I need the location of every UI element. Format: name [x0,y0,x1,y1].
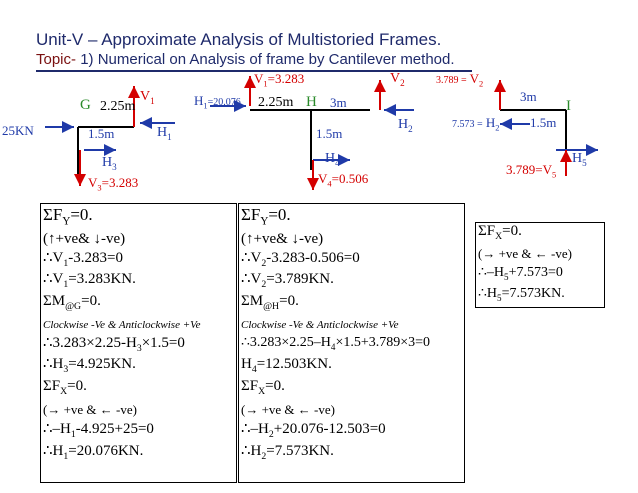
left-v3: V [88,175,98,190]
right-height-label: 1.5m [530,115,557,130]
left-v3-val: =3.283 [101,175,139,190]
left-h3-label [102,156,117,172]
left-sum-fx-val: =0. [67,378,87,394]
left-res2 [43,357,136,375]
mid-h1-label [194,94,241,110]
right-v5-sub: 5 [551,169,557,180]
mid-res3-sub: 2 [261,451,267,462]
left-sum-fx: $\Sigma F_X=0$. [43,378,87,397]
left-res3 [43,444,143,462]
mid-res1-b: =3.789KN. [266,271,334,287]
mid-res3-a: ∴H [241,443,262,459]
mid-h1: H [194,93,204,108]
mid-h2: H [398,117,409,132]
left-h1-label [157,126,172,142]
right-span-label: 3m [520,89,537,104]
right-v2-sub: 2 [479,78,484,89]
right-h5-label [572,152,587,168]
left-res2-a: ∴H [43,356,64,372]
left-eq1-b: -3.283=0 [68,250,123,266]
mid-height-label: 1.5m [316,126,343,141]
right-res1-b: =7.573KN. [501,286,565,301]
mid-sum-m-a: ΣM [241,293,264,309]
page-title: Unit-V – Approximate Analysis of Multistoried Frames. [36,30,442,49]
right-eq1-b: +7.573=0 [508,265,563,280]
left-moment-sign: Clockwise -Ve & Anticlockwise +Ve [43,319,201,331]
mid-res2-a: H [241,356,252,372]
right-eq1-a: ∴–H [478,265,505,280]
right-h5-sub: 5 [582,157,587,168]
mid-v2-sub: 2 [400,77,405,88]
mid-eq2 [241,336,430,352]
left-sum-m [43,294,101,312]
mid-moment-sign: Clockwise -Ve & Anticlockwise +Ve [241,319,399,331]
mid-sum-fy: $\Sigma F_Y=0$. [241,205,291,228]
left-eq2-sub: 3 [136,343,142,354]
left-sum-fy-val: =0. [70,205,93,224]
mid-eq1-sub: 2 [261,258,267,269]
left-v1-label [140,90,155,106]
right-h2-label [452,116,500,132]
left-eq2 [43,336,185,354]
mid-res3-b: =7.573KN. [266,443,334,459]
mid-sum-fx-val: =0. [265,378,285,394]
right-res1-sub: 5 [497,292,502,303]
right-v2-label [436,72,483,88]
mid-sum-m [241,294,299,312]
mid-eq3-a: ∴–H [241,421,269,437]
right-sum-fx: $\Sigma F_X=0$. [478,223,522,242]
left-res2-sub: 3 [63,364,69,375]
topic-label: Topic- [36,51,77,68]
left-eq2-b: ×1.5=0 [141,335,185,351]
mid-span-left: 2.25m [258,95,294,110]
left-eq2-a: ∴3.283×2.25-H [43,335,137,351]
left-eq3-sub: 1 [70,429,76,440]
left-sum-m-b: =0. [81,293,101,309]
mid-sign-fy: (↑+ve& ↓-ve) [241,231,324,247]
left-eq1 [43,251,123,269]
left-v3-label [88,176,138,192]
node-i-label: I [566,98,571,114]
left-h1-sub: 1 [167,131,172,142]
mid-h1-sub: 1 [203,100,208,111]
mid-span-right: 3m [330,95,347,110]
mid-h4: H [325,151,336,166]
left-h3-sub: 3 [112,161,117,172]
mid-eq2-b: ×1.5+3.789×3=0 [335,335,431,350]
left-eq1-sub: 1 [63,258,69,269]
mid-h4-sub: 4 [335,157,340,168]
left-v1: V [140,89,151,104]
left-height-label: 1.5m [88,126,115,141]
mid-res3 [241,444,334,462]
left-eq3 [43,422,154,440]
load-25kn: 25KN [2,123,34,138]
left-res3-a: ∴H [43,443,64,459]
mid-h2-sub: 2 [408,123,413,134]
mid-res2-sub: 4 [251,364,257,375]
mid-sign-fx: (→ +ve & ← -ve) [241,402,335,417]
right-h2-sub: 2 [495,122,500,133]
left-h3: H [102,155,113,170]
mid-v4: V [318,171,328,186]
right-eq1-sub: 5 [504,271,509,282]
right-h2: H [485,115,496,130]
left-res3-sub: 1 [63,451,69,462]
right-v5-label [506,163,556,179]
node-h-label: H [306,94,317,110]
topic-text: 1) Numerical on Analysis of frame by Cantilever method. [80,51,455,68]
right-eq1 [478,266,563,282]
mid-res1-sub: 2 [261,279,267,290]
mid-eq3-sub: 2 [268,429,274,440]
mid-v2: V [390,71,401,86]
right-h5: H [572,151,583,166]
left-res1 [43,272,136,290]
left-span-label: 2.25m [100,99,136,114]
left-h1: H [157,125,168,140]
mid-eq2-a: ∴3.283×2.25–H [241,335,331,350]
node-g-label: G [80,97,91,113]
right-sum-fx-val: =0. [502,223,522,239]
left-res1-sub: 1 [63,279,69,290]
right-res1 [478,287,565,303]
left-v3-sub: 3 [97,182,102,193]
mid-eq1-b: -3.283-0.506=0 [266,250,360,266]
mid-v4-val: =0.506 [331,171,369,186]
left-sum-m-a: ΣM [43,293,66,309]
mid-h4-label [325,152,340,168]
mid-v1-sub: 1 [263,78,268,89]
mid-v2-label [390,72,405,88]
left-sign-fx: (→ +ve & ← -ve) [43,402,137,417]
mid-h1-val: =20.076 [207,97,241,108]
mid-sum-m-b: =0. [279,293,299,309]
mid-sum-fy-val: =0. [268,205,291,224]
mid-eq1-a: ∴V [241,250,262,266]
mid-v1-val: =3.283 [267,71,305,86]
left-sum-fy: $\Sigma F_Y=0$. [43,205,93,228]
left-sum-m-sub: @G [65,301,82,312]
mid-eq3-b: +20.076-12.503=0 [273,421,386,437]
right-v2: V [469,71,480,86]
left-res2-b: =4.925KN. [68,356,136,372]
left-sign-fy: (↑+ve& ↓-ve) [43,231,126,247]
mid-res1-a: ∴V [241,271,262,287]
right-v2-val: 3.789 = [436,75,467,86]
mid-eq1 [241,251,360,269]
mid-v4-sub: 4 [327,178,332,189]
mid-eq2-sub: 4 [330,341,336,352]
mid-sum-fx: $\Sigma F_X=0$. [241,378,285,397]
left-eq1-a: ∴V [43,250,64,266]
right-h2-val: 7.573 = [452,119,483,130]
right-res1-a: ∴H [478,286,498,301]
left-res3-b: =20.076KN. [68,443,144,459]
mid-res2-b: =12.503KN. [256,356,332,372]
mid-v1: V [254,71,264,86]
mid-v1-label [254,72,304,88]
right-v5: V [542,162,552,177]
left-res1-a: ∴V [43,271,64,287]
left-eq3-b: -4.925+25=0 [75,421,154,437]
right-v5-val: 3.789= [506,162,543,177]
mid-res1 [241,272,334,290]
mid-eq3 [241,422,386,440]
left-eq3-a: ∴–H [43,421,71,437]
right-sign-fx: (→ +ve & ← -ve) [478,246,572,261]
mid-res2 [241,357,332,375]
left-v1-sub: 1 [150,95,155,106]
mid-h2-label [398,118,413,134]
mid-v4-label [318,172,368,188]
left-res1-b: =3.283KN. [68,271,136,287]
mid-sum-m-sub: @H [263,301,280,312]
